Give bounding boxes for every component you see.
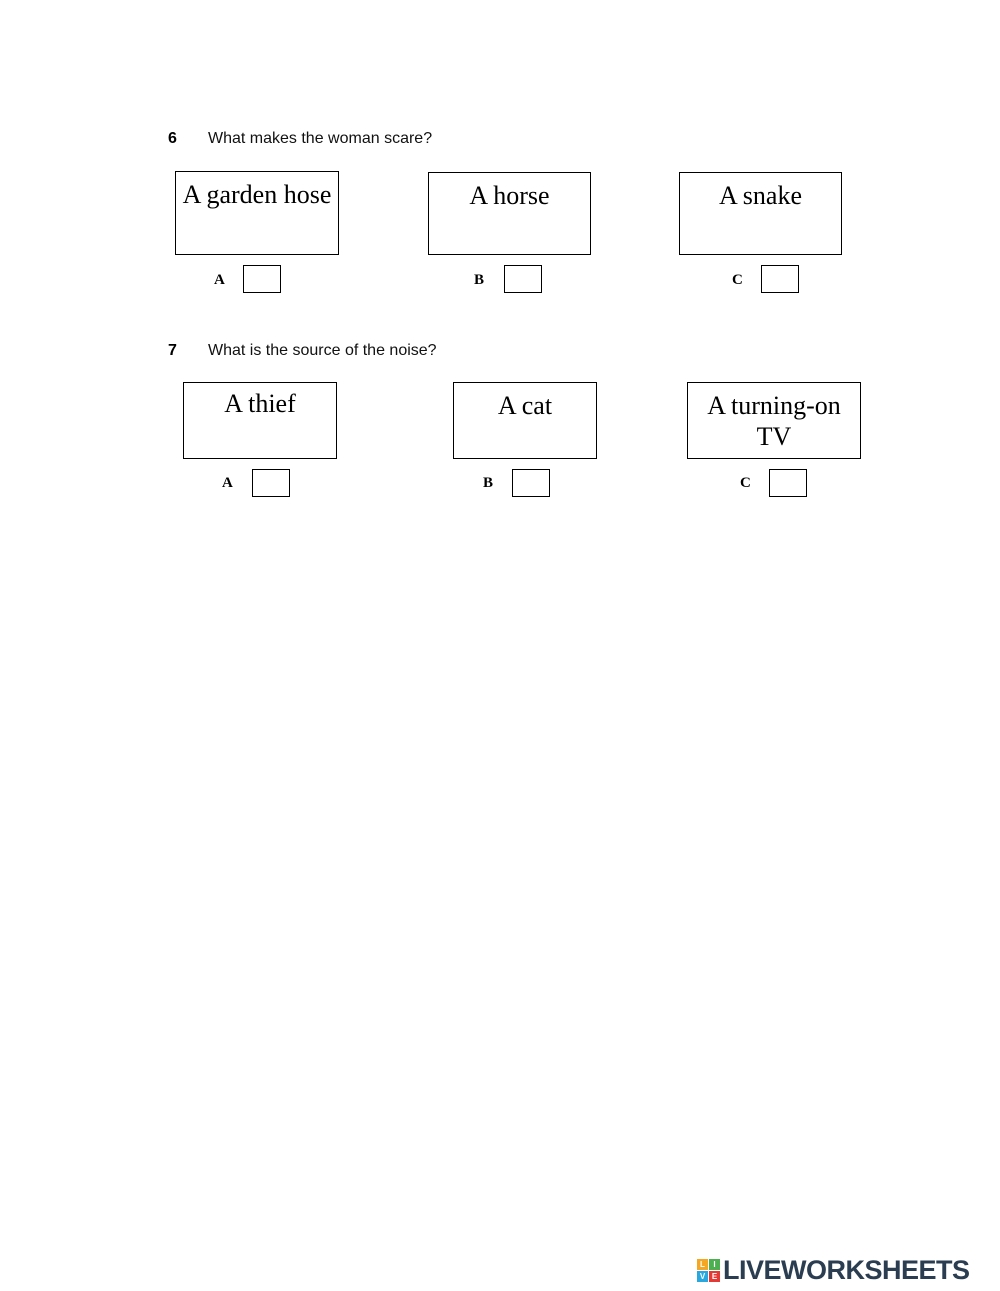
question-7-number: 7 — [168, 342, 177, 359]
logo-text: LIVEWORKSHEETS — [723, 1254, 970, 1285]
question-7-letter-c: C — [740, 475, 751, 491]
logo-tile-v: V — [697, 1271, 708, 1282]
question-6-option-a-box: A garden hose — [175, 171, 339, 255]
question-7-option-c-box: A turning-on TV — [687, 382, 861, 459]
question-7-text: What is the source of the noise? — [208, 342, 437, 359]
question-7-option-a-box: A thief — [183, 382, 337, 459]
question-6-letter-a: A — [214, 272, 225, 288]
logo-tile-e: E — [709, 1271, 720, 1282]
logo-mark-icon — [697, 1259, 720, 1282]
question-6-answer-a-checkbox[interactable] — [243, 265, 281, 293]
logo-tile-l: L — [697, 1259, 708, 1270]
question-6-letter-c: C — [732, 272, 743, 288]
question-7-answer-a-checkbox[interactable] — [252, 469, 290, 497]
question-7-letter-a: A — [222, 475, 233, 491]
question-6-text: What makes the woman scare? — [208, 130, 433, 147]
question-6-number: 6 — [168, 130, 177, 147]
question-6-option-c-box: A snake — [679, 172, 842, 255]
question-7-answer-b-checkbox[interactable] — [512, 469, 550, 497]
question-6-letter-b: B — [474, 272, 485, 288]
logo-tile-i: I — [709, 1259, 720, 1270]
question-6-option-b-box: A horse — [428, 172, 591, 255]
question-7-option-b-box: A cat — [453, 382, 597, 459]
question-7-answer-c-checkbox[interactable] — [769, 469, 807, 497]
question-7-letter-b: B — [483, 475, 494, 491]
question-6-answer-c-checkbox[interactable] — [761, 265, 799, 293]
question-6-answer-b-checkbox[interactable] — [504, 265, 542, 293]
liveworksheets-logo — [697, 1256, 970, 1284]
